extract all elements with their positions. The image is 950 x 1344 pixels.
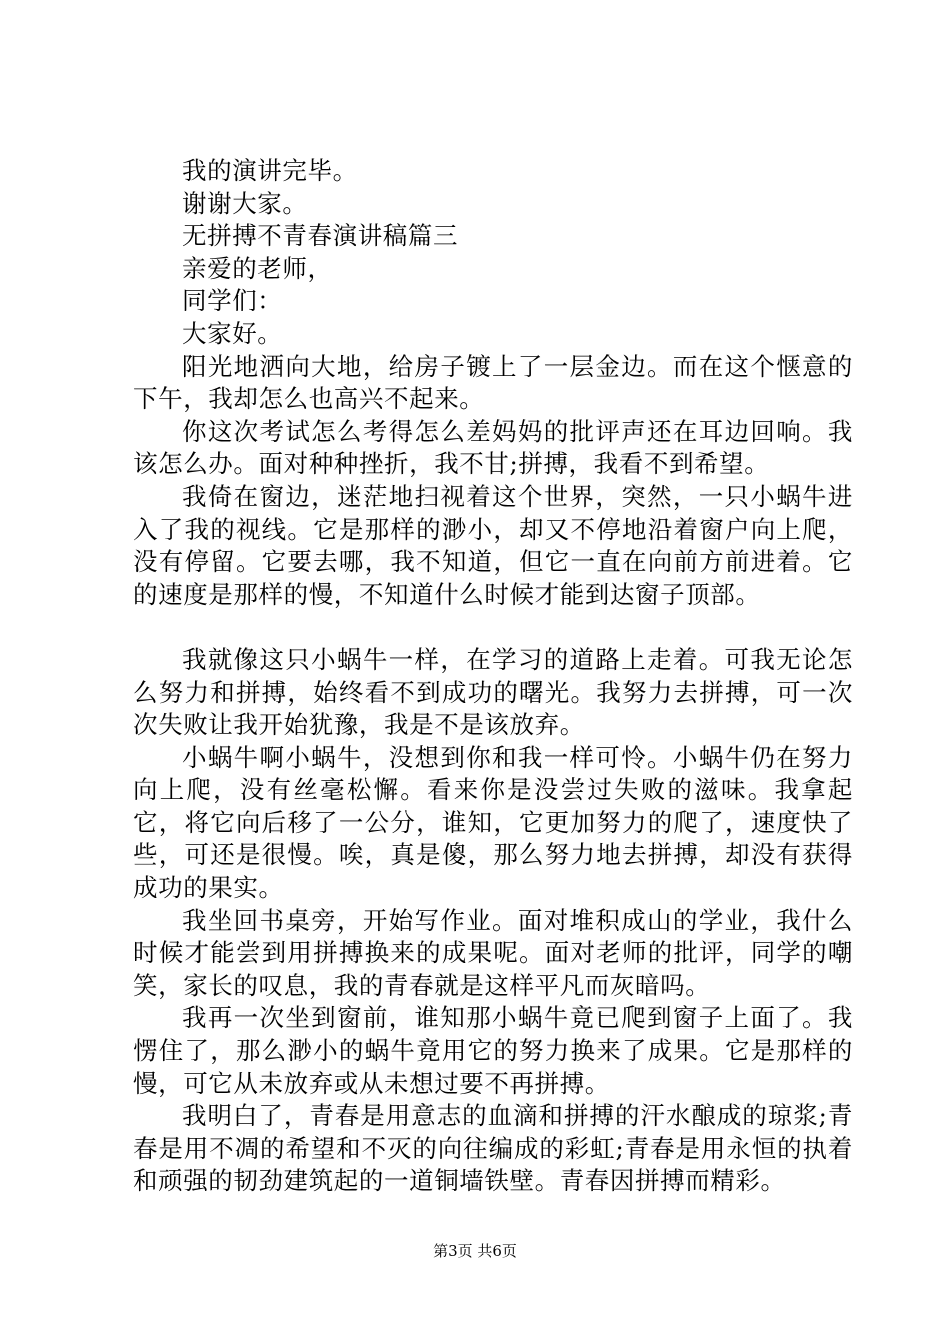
paragraph-gap <box>133 611 853 644</box>
paragraph: 我的演讲完毕。 <box>182 156 358 185</box>
paragraph: 我再一次坐到窗前，谁知那小蜗牛竟已爬到窗子上面了。我愣住了，那么渺小的蜗牛竟用它的努力换来了成果。它是那样的慢，可它从未放弃或从未想过要不再拼搏。 <box>133 1003 853 1098</box>
paragraph: 我坐回书桌旁，开始写作业。面对堆积成山的学业，我什么时候才能尝到用拼搏换来的成果呢。面对老师的批评，同学的嘲笑，家长的叹息，我的青春就是这样平凡而灰暗吗。 <box>133 905 853 1000</box>
paragraph: 小蜗牛啊小蜗牛，没想到你和我一样可怜。小蜗牛仍在努力向上爬，没有丝毫松懈。看来你是没尝过失败的滋味。我拿起它，将它向后移了一公分，谁知，它更加努力的爬了，速度快了些，可还是很慢。唉，真是傻，那么努力地去拼搏，却没有获得成功的果实。 <box>133 742 853 903</box>
salutation: 同学们： <box>182 286 283 316</box>
greeting: 大家好。 <box>182 318 283 348</box>
paragraph: 谢谢大家。 <box>182 188 308 218</box>
salutation: 亲爱的老师， <box>182 253 333 283</box>
paragraph: 我就像这只小蜗牛一样，在学习的道路上走着。可我无论怎么努力和拼搏，始终看不到成功的曙光。我努力去拼搏，可一次次失败让我开始犹豫，我是不是该放弃。 <box>133 644 853 740</box>
paragraph: 阳光地洒向大地，给房子镀上了一层金边。而在这个惬意的下午，我却怎么也高兴不起来。 <box>133 351 853 414</box>
paragraph: 你这次考试怎么考得怎么差妈妈的批评声还在耳边回响。我该怎么办。面对种种挫折，我不甘;拼搏，我看不到希望。 <box>133 416 853 479</box>
paragraph: 我明白了，青春是用意志的血滴和拼搏的汗水酿成的琼浆;青春是用不凋的希望和不灭的向往编成的彩虹;青春是用永恒的执着和顽强的韧劲建筑起的一道铜墙铁壁。青春因拼搏而精彩。 <box>133 1101 853 1196</box>
document-body <box>133 155 853 1198</box>
paragraph: 我倚在窗边，迷茫地扫视着这个世界，突然，一只小蜗牛进入了我的视线。它是那样的渺小，却又不停地沿着窗户向上爬，没有停留。它要去哪，我不知道，但它一直在向前方前进着。它的速度是那样的慢，不知道什么时候才能到达窗子顶部。 <box>133 481 853 609</box>
page-number: 第3页 共6页 <box>433 1242 517 1260</box>
section-title: 无拼搏不青春演讲稿篇三 <box>182 221 459 251</box>
